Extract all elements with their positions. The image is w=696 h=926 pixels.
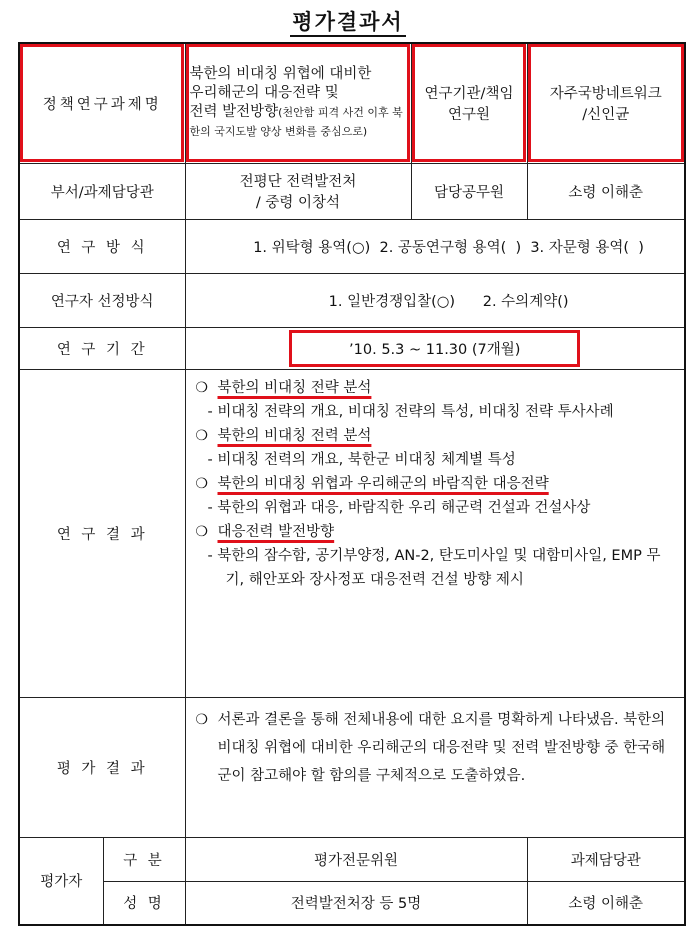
selection-value-cell bbox=[185, 273, 685, 327]
name-label-cell bbox=[103, 881, 185, 925]
bullet-circle-icon: ❍ bbox=[195, 475, 209, 492]
org-label-cell bbox=[411, 43, 527, 163]
period-label-cell bbox=[19, 327, 185, 369]
period-value: ’10. 5.3 ~ 11.30 (7개월) bbox=[289, 330, 580, 367]
evaluation-label-cell bbox=[19, 697, 185, 837]
result-item-1-sub: - 비대칭 전략의 개요, 비대칭 전략의 특성, 비대칭 전략 투사사례 bbox=[207, 403, 614, 420]
evaluation-label: 평 가 결 과 bbox=[56, 760, 148, 777]
policy-name-paren: (천안함 피격 사건 이후 북한의 국지도발 양상 변화를 중심으로) bbox=[189, 106, 403, 139]
col2-header-cell bbox=[527, 837, 685, 881]
result-item-4-sub: - 북한의 잠수함, 공기부양정, AN-2, 탄도미사일 및 대함미사일, EMP 무기, 해안포와 장사정포 대응전력 건설 방향 제시 bbox=[207, 547, 661, 588]
evaluation-text-cell bbox=[185, 697, 685, 837]
org-value: 자주국방네트워크 /신인균 bbox=[549, 86, 662, 124]
document-title: 평가결과서 bbox=[0, 6, 696, 36]
policy-name-line1: 북한의 비대칭 위협에 대비한 bbox=[189, 66, 372, 83]
result-item-3-sub: - 북한의 위협과 대응, 바람직한 우리 해군력 건설과 건설사상 bbox=[207, 499, 591, 516]
results-label-cell bbox=[19, 369, 185, 697]
category-label: 구 분 bbox=[123, 852, 165, 869]
period-value-cell bbox=[185, 327, 685, 369]
org-value-cell bbox=[527, 43, 685, 163]
col1-header-cell bbox=[185, 837, 527, 881]
result-item-2-head: 북한의 비대칭 전력 분석 bbox=[217, 427, 372, 444]
method-label: 연 구 방 식 bbox=[56, 239, 148, 256]
policy-name-line3: 전력 발전방향 bbox=[189, 104, 279, 121]
col1-header: 평가전문위원 bbox=[313, 852, 399, 869]
result-item-1-head: 북한의 비대칭 전략 분석 bbox=[217, 379, 372, 396]
method-value: 1. 위탁형 용역(○) 2. 공동연구형 용역( ) 3. 자문형 용역( ) bbox=[253, 239, 644, 256]
bullet-circle-icon: ❍ bbox=[195, 711, 209, 728]
selection-label-cell bbox=[19, 273, 185, 327]
officer-label: 담당공무원 bbox=[433, 184, 505, 201]
result-item-2 bbox=[196, 424, 677, 472]
result-item-3-head: 북한의 비대칭 위협과 우리해군의 바람직한 대응전략 bbox=[217, 475, 549, 492]
policy-name-line2: 우리해군의 대응전략 및 bbox=[189, 85, 339, 102]
result-item-3 bbox=[196, 472, 677, 520]
dept-label: 부서/과제담당관 bbox=[50, 184, 154, 201]
dept-label-cell bbox=[19, 163, 185, 219]
evaluation-text: 서론과 결론을 통해 전체내용에 대한 요지를 명확하게 나타냈음. 북한의 비대칭 위협에 대비한 우리해군의 대응전략 및 전력 발전방향 중 한국해군이 참고해야 할 함의를 구체적으로 도출하였음. bbox=[217, 711, 666, 784]
result-item-2-sub: - 비대칭 전력의 개요, 북한군 비대칭 체계별 특성 bbox=[207, 451, 516, 468]
evaluator-label-cell bbox=[19, 837, 103, 925]
policy-label: 정책연구과제명 bbox=[42, 96, 162, 113]
policy-label-cell bbox=[19, 43, 185, 163]
results-label: 연 구 결 과 bbox=[56, 526, 148, 543]
evaluator-label: 평가자 bbox=[40, 874, 83, 891]
dept-value-cell bbox=[185, 163, 411, 219]
result-item-4-head: 대응전력 발전방향 bbox=[217, 523, 335, 540]
col1-name-cell bbox=[185, 881, 527, 925]
dept-value-line1: 전평단 전력발전처 bbox=[239, 174, 357, 190]
bullet-circle-icon: ❍ bbox=[195, 379, 209, 396]
evaluation-form bbox=[18, 42, 686, 926]
officer-value-cell bbox=[527, 163, 685, 219]
officer-label-cell bbox=[411, 163, 527, 219]
selection-value: 1. 일반경쟁입찰(○) 2. 수의계약() bbox=[328, 293, 569, 310]
selection-label: 연구자 선정방식 bbox=[50, 293, 154, 310]
officer-value: 소령 이해춘 bbox=[568, 184, 644, 201]
bullet-circle-icon: ❍ bbox=[195, 523, 209, 540]
category-label-cell bbox=[103, 837, 185, 881]
method-value-cell bbox=[185, 219, 685, 273]
col2-header: 과제담당관 bbox=[570, 852, 641, 869]
col2-name-cell bbox=[527, 881, 685, 925]
org-label: 연구기관/책임연구원 bbox=[424, 86, 514, 124]
results-list bbox=[185, 369, 685, 697]
period-label: 연 구 기 간 bbox=[56, 341, 148, 358]
col1-name: 전력발전처장 등 5명 bbox=[290, 896, 422, 913]
dept-value-line2: / 중령 이창석 bbox=[255, 195, 341, 211]
name-label: 성 명 bbox=[123, 896, 165, 913]
method-label-cell bbox=[19, 219, 185, 273]
bullet-circle-icon: ❍ bbox=[195, 427, 209, 444]
result-item-1 bbox=[196, 376, 677, 424]
policy-name-cell bbox=[185, 43, 411, 163]
col2-name: 소령 이해춘 bbox=[568, 896, 644, 913]
result-item-4 bbox=[196, 520, 677, 592]
